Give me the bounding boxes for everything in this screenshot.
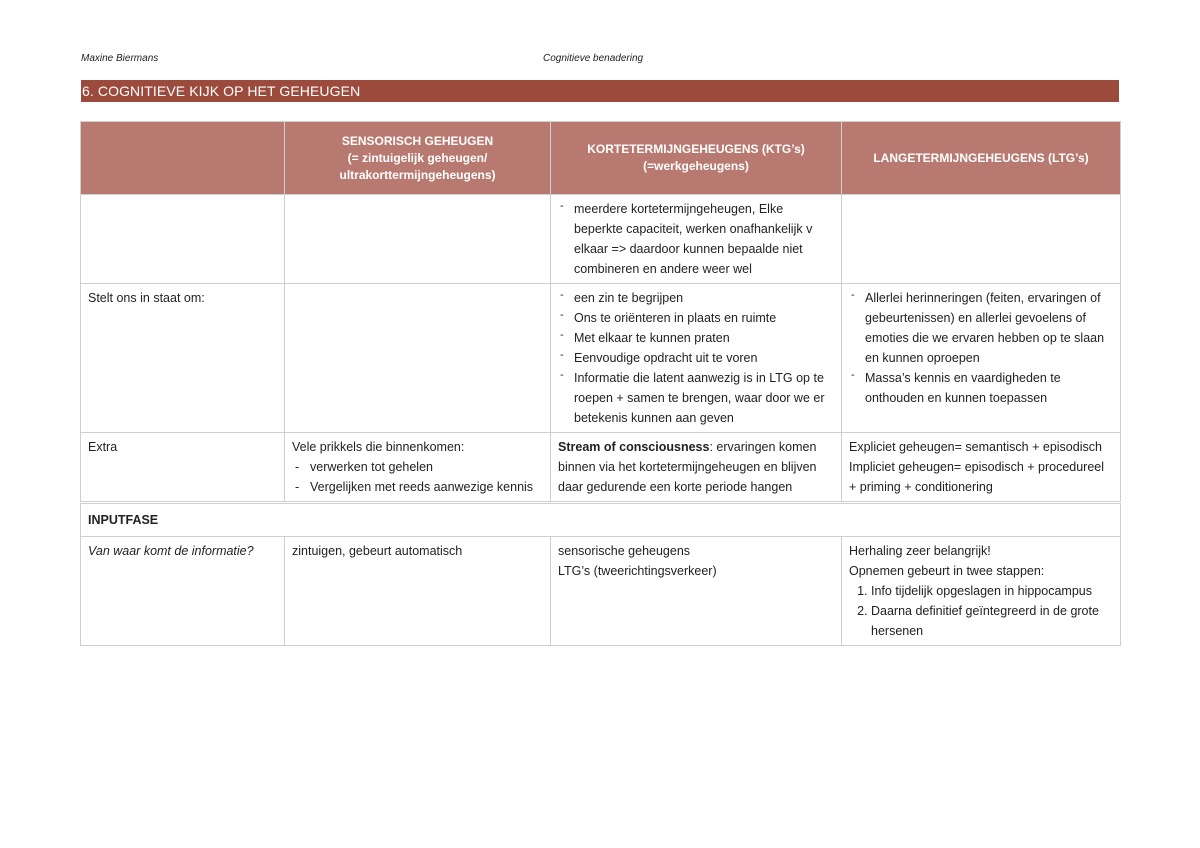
table-row — [81, 433, 1121, 503]
stream-of-consciousness-text: : ervaringen komen binnen via het kortetermijngeheugen en blijven daar gedurende een korte periode hangen — [558, 440, 817, 494]
header-sensorisch-title: SENSORISCH GEHEUGEN — [341, 133, 494, 148]
row3-sensorisch-intro: Vele prikkels die binnenkomen: — [292, 440, 465, 454]
row1-sensorisch — [285, 195, 551, 284]
header-ktg-title: KORTETERMIJNGEHEUGENS (KTG’s) — [587, 142, 805, 156]
stream-of-consciousness-term: Stream of consciousness — [558, 440, 710, 454]
row1-ktg — [551, 195, 842, 284]
header-ktg-subtitle: (=werkgeheugens) — [643, 159, 749, 173]
list-item: - Vergelijken met reeds aanwezige kennis — [310, 477, 543, 497]
header-ltg — [842, 122, 1121, 195]
table-row — [81, 537, 1121, 646]
row1-ltg — [842, 195, 1121, 284]
expliciet-geheugen: Expliciet geheugen= semantisch + episodisch — [849, 440, 1102, 454]
row3-sensorisch — [285, 433, 551, 503]
header-sensorisch-subtitle: (= zintuigelijk geheugen/ ultrakorttermijngeheugens) — [339, 150, 496, 182]
header-subject: Cognitieve benadering — [543, 53, 644, 64]
header-ktg — [551, 122, 842, 195]
header-sensorisch — [285, 122, 551, 195]
section-title: 6. COGNITIEVE KIJK OP HET GEHEUGEN — [81, 80, 1119, 102]
list-item: - Met elkaar te kunnen praten — [574, 328, 834, 348]
inputfase-ktg — [551, 537, 842, 646]
list-item: 2. Daarna definitief geïntegreerd in de grote hersenen — [871, 601, 1113, 641]
list-item: - Allerlei herinneringen (feiten, ervaringen of gebeurtenissen) en allerlei gevoelens of emoties die we ervaren hebben op te slaan en kunnen oproepen — [865, 288, 1113, 368]
list-item: - Informatie die latent aanwezig is in LTG op te roepen + samen te brengen, waar door we er betekenis kunnen aan geven — [574, 368, 834, 428]
list-item: - verwerken tot gehelen — [310, 457, 543, 477]
inputfase-ltg-steps — [849, 581, 1113, 641]
table-header-row — [81, 122, 1121, 195]
header-empty-cell — [81, 122, 285, 195]
row2-ltg — [842, 284, 1121, 433]
row1-label — [81, 195, 285, 284]
table-row — [81, 195, 1121, 284]
list-item: - Massa’s kennis en vaardigheden te onthouden en kunnen toepassen — [865, 368, 1113, 408]
row3-label: Extra — [81, 433, 285, 503]
inputfase-sensorisch: zintuigen, gebeurt automatisch — [285, 537, 551, 646]
table-row — [81, 284, 1121, 433]
list-item: - een zin te begrijpen — [574, 288, 834, 308]
impliciet-geheugen: Impliciet geheugen= episodisch + procedureel + priming + conditionering — [849, 460, 1105, 494]
inputfase-title: INPUTFASE — [81, 503, 1121, 537]
row3-ktg — [551, 433, 842, 503]
memory-table — [80, 121, 1121, 646]
inputfase-label: Van waar komt de informatie? — [81, 537, 285, 646]
row2-ktg — [551, 284, 842, 433]
inputfase-ktg-line1: sensorische geheugens — [558, 544, 691, 558]
inputfase-ktg-line2: LTG’s (tweerichtingsverkeer) — [558, 564, 717, 578]
inputfase-ltg-line2: Opnemen gebeurt in twee stappen: — [849, 564, 1045, 578]
inputfase-ltg-line1: Herhaling zeer belangrijk! — [849, 544, 991, 558]
list-item: - meerdere kortetermijngeheugen, Elke beperkte capaciteit, werken onafhankelijk v elkaar => daardoor kunnen bepaalde niet combineren en andere weer wel — [574, 199, 834, 279]
header-ltg-title: LANGETERMIJNGEHEUGENS (LTG’s) — [873, 150, 1089, 165]
row2-sensorisch — [285, 284, 551, 433]
inputfase-section-row — [81, 503, 1121, 537]
row1-ktg-list — [558, 199, 834, 279]
row3-ltg — [842, 433, 1121, 503]
row2-ktg-list — [558, 288, 834, 428]
row2-ltg-list — [849, 288, 1113, 408]
list-item: 1. Info tijdelijk opgeslagen in hippocampus — [871, 581, 1113, 601]
inputfase-ltg — [842, 537, 1121, 646]
list-item: - Ons te oriënteren in plaats en ruimte — [574, 308, 834, 328]
row3-sensorisch-list — [292, 457, 543, 497]
list-item: - Eenvoudige opdracht uit te voren — [574, 348, 834, 368]
row2-label: Stelt ons in staat om: — [81, 284, 285, 433]
header-author: Maxine Biermans — [81, 53, 159, 64]
